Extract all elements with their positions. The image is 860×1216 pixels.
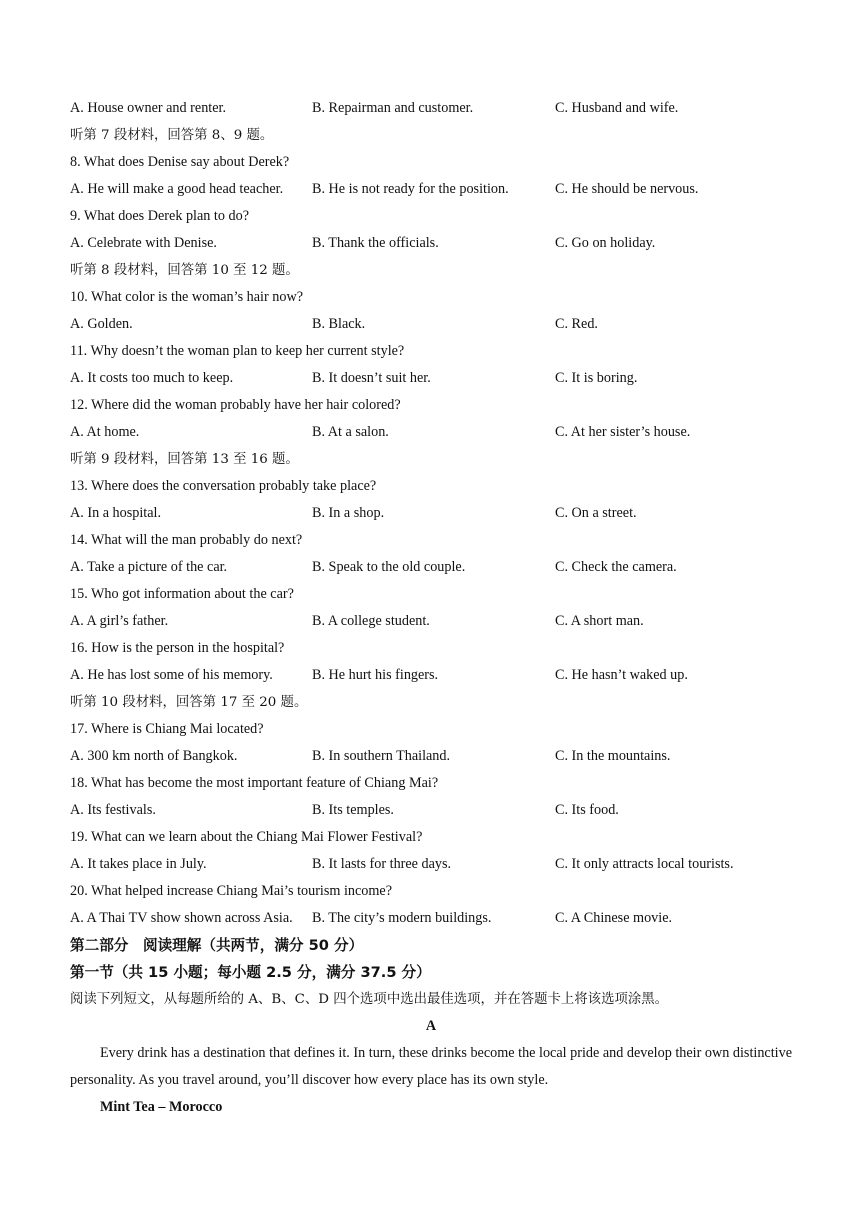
q18-option-b: B. Its temples. — [312, 802, 394, 818]
q16-option-b: B. He hurt his fingers. — [312, 667, 439, 683]
q18-question: 18. What has become the most important feature of Chiang Mai? — [70, 775, 439, 791]
part2-section1-title: 第一节（共 15 小题；每小题 2.5 分，满分 37.5 分） — [70, 964, 431, 981]
q19-option-b: B. It lasts for three days. — [312, 856, 452, 872]
part2-title: 第二部分 阅读理解（共两节，满分 50 分） — [70, 937, 364, 954]
q9-option-c: C. Go on holiday. — [555, 235, 656, 251]
q13-option-b: B. In a shop. — [312, 505, 385, 521]
q8-option-b: B. He is not ready for the position. — [312, 181, 509, 197]
q11-question: 11. Why doesn’t the woman plan to keep her current style? — [70, 343, 405, 359]
q17-option-b: B. In southern Thailand. — [312, 748, 451, 764]
section8-instruction: 听第 8 段材料，回答第 10 至 12 题。 — [70, 263, 299, 278]
passage-paragraph-1: Every drink has a destination that defines it. In turn, these drinks become the local pride and develop their own distinctive personality. As you travel around, you’ll discover how every place has its own style. — [70, 1045, 792, 1088]
q10-option-a: A. Golden. — [70, 316, 133, 332]
passage-subtitle: Mint Tea – Morocco — [100, 1099, 223, 1115]
q19-options — [70, 851, 792, 878]
q14-question: 14. What will the man probably do next? — [70, 532, 303, 548]
q8-option-c: C. He should be nervous. — [555, 181, 699, 197]
q18-options — [70, 797, 792, 824]
q7-options — [70, 95, 792, 122]
q7-option-b: B. Repairman and customer. — [312, 100, 474, 116]
q16-options — [70, 662, 792, 689]
q10-options — [70, 311, 792, 338]
q13-option-c: C. On a street. — [555, 505, 637, 521]
q15-option-a: A. A girl’s father. — [70, 613, 169, 629]
q9-option-a: A. Celebrate with Denise. — [70, 235, 217, 251]
section9-instruction: 听第 9 段材料，回答第 13 至 16 题。 — [70, 452, 299, 467]
q17-options — [70, 743, 792, 770]
q15-option-c: C. A short man. — [555, 613, 644, 629]
q8-question: 8. What does Denise say about Derek? — [70, 154, 290, 170]
q7-option-c: C. Husband and wife. — [555, 100, 679, 116]
q15-question: 15. Who got information about the car? — [70, 586, 294, 602]
exam-page — [70, 95, 792, 1121]
q11-option-a: A. It costs too much to keep. — [70, 370, 234, 386]
q11-options — [70, 365, 792, 392]
q15-options — [70, 608, 792, 635]
q9-options — [70, 230, 792, 257]
q11-option-b: B. It doesn’t suit her. — [312, 370, 431, 386]
q11-option-c: C. It is boring. — [555, 370, 638, 386]
q8-options — [70, 176, 792, 203]
passage-label: A — [425, 1018, 437, 1034]
q10-option-b: B. Black. — [312, 316, 366, 332]
part2-instruction: 阅读下列短文，从每题所给的 A、B、C、D 四个选项中选出最佳选项，并在答题卡上将该选项涂黑。 — [70, 992, 669, 1007]
q12-options — [70, 419, 792, 446]
q17-question: 17. Where is Chiang Mai located? — [70, 721, 264, 737]
q18-option-c: C. Its food. — [555, 802, 619, 818]
q13-options — [70, 500, 792, 527]
q14-option-b: B. Speak to the old couple. — [312, 559, 466, 575]
q14-option-a: A. Take a picture of the car. — [70, 559, 228, 575]
q13-question: 13. Where does the conversation probably take place? — [70, 478, 377, 494]
q19-question: 19. What can we learn about the Chiang Mai Flower Festival? — [70, 829, 423, 845]
section7-instruction: 听第 7 段材料，回答第 8、9 题。 — [70, 128, 274, 143]
q12-option-a: A. At home. — [70, 424, 140, 440]
q20-option-a: A. A Thai TV show shown across Asia. — [70, 910, 293, 926]
q17-option-a: A. 300 km north of Bangkok. — [70, 748, 238, 764]
q16-question: 16. How is the person in the hospital? — [70, 640, 285, 656]
q12-question: 12. Where did the woman probably have her hair colored? — [70, 397, 401, 413]
q10-option-c: C. Red. — [555, 316, 598, 332]
q7-option-a: A. House owner and renter. — [70, 100, 227, 116]
q19-option-c: C. It only attracts local tourists. — [555, 856, 734, 872]
q12-option-c: C. At her sister’s house. — [555, 424, 691, 440]
q16-option-a: A. He has lost some of his memory. — [70, 667, 273, 683]
q16-option-c: C. He hasn’t waked up. — [555, 667, 688, 683]
q20-options — [70, 905, 792, 932]
q9-question: 9. What does Derek plan to do? — [70, 208, 249, 224]
q15-option-b: B. A college student. — [312, 613, 430, 629]
section10-instruction: 听第 10 段材料，回答第 17 至 20 题。 — [70, 695, 308, 710]
q18-option-a: A. Its festivals. — [70, 802, 156, 818]
q17-option-c: C. In the mountains. — [555, 748, 671, 764]
q14-options — [70, 554, 792, 581]
q20-question: 20. What helped increase Chiang Mai’s tourism income? — [70, 883, 393, 899]
q13-option-a: A. In a hospital. — [70, 505, 162, 521]
q8-option-a: A. He will make a good head teacher. — [70, 181, 284, 197]
q14-option-c: C. Check the camera. — [555, 559, 677, 575]
q20-option-c: C. A Chinese movie. — [555, 910, 673, 926]
q10-question: 10. What color is the woman’s hair now? — [70, 289, 303, 305]
q20-option-b: B. The city’s modern buildings. — [312, 910, 492, 926]
q19-option-a: A. It takes place in July. — [70, 856, 207, 872]
q9-option-b: B. Thank the officials. — [312, 235, 439, 251]
q12-option-b: B. At a salon. — [312, 424, 389, 440]
